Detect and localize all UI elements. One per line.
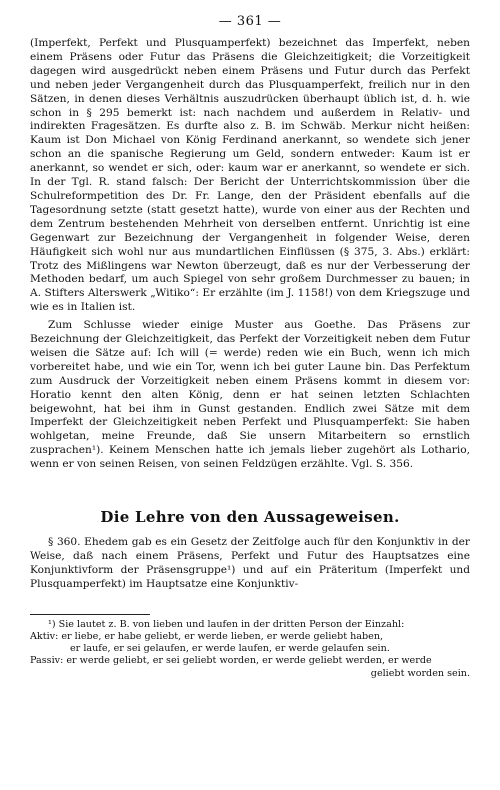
section-title: Die Lehre von den Aussageweisen. [100, 508, 400, 527]
paragraph-1: (Imperfekt, Perfekt und Plusquamperfekt) bezeichnet das Imperfekt, neben einem Präsens oder Futur das Präsens die Gleichzeitigkeit; die Vorzeitigkeit dagegen wird ausgedrückt neben einem Präsens und Futur durch das Perfekt und neben jeder Vergangenheit durch das Plusquamperfekt, freilich nur in den Sätzen, in denen dieses Verhältnis auszudrücken überhaupt üblich ist, d. h. wie schon in § 295 bemerkt ist: nach nachdem und außerdem in Relativ- und indirekten Fragesätzen. Es durfte also z. B. im Schwäb. Merkur nicht heißen: Kaum ist Don Michael von König Ferdinand anerkannt, so wendete sich jener schon an die spanische Regierung um Geld, sondern entweder: Kaum ist er anerkannt, so wendet er sich, oder: kaum war er anerkannt, so wendete er sich. In der Tgl. R. stand falsch: Der Bericht der Unterrichtskommission über die Schulreformpetition des Dr. Fr. Lange, den der Präsident ebenfalls auf die Tagesordnung setzte (statt gesetzt hatte), wurde von einer aus der Rechten und dem Zentrum bestehenden Mehrheit von derselben entfernt. Unrichtig ist eine Gegenwart zur Bezeichnung der Vergangenheit in folgender Weise, deren Häufigkeit sich wohl nur aus mundartlichen Einflüssen (§ 375, 3. Abs.) erklärt: Trotz des Mißlingens war Newton überzeugt, daß es nur der Verbesserung der Methoden bedarf, um auch Spiegel von sehr großem Durchmesser zu bauen; in A. Stifters Alterswerk „Witiko“: Er erzählte (im J. 1158!) von dem Kriegszuge und wie es in Italien ist. [30, 37, 470, 314]
footnote-line-passive-2: geliebt worden sein. [370, 667, 470, 679]
footnote-line-passive-1: Passiv: er werde geliebt, er sei geliebt worden, er werde geliebt werden, er werde [30, 655, 432, 667]
footnote-line-active-2: er laufe, er sei gelaufen, er werde laufen, er werde gelaufen sein. [70, 643, 390, 655]
footnote-line-active-1: Aktiv: er liebe, er habe geliebt, er werde lieben, er werde geliebt haben, [30, 630, 384, 642]
footnote-divider [30, 614, 150, 615]
footnote-intro: ¹) Sie lautet z. B. von lieben und laufen in der dritten Person der Einzahl: [48, 618, 405, 630]
paragraph-2: Zum Schlusse wieder einige Muster aus Goethe. Das Präsens zur Bezeichnung der Gleichzeitigkeit, das Perfekt der Vorzeitigkeit neben dem Futur weisen die Sätze auf: Ich will (= werde) reden wie ein Buch, wenn ich mich vorbereitet habe, und wie ein Tor, wenn ich bei guter Laune bin. Das Perfektum zum Ausdruck der Vorzeitigkeit neben einem Präsens kommt in diesem vor: Horatio kennt den alten König, denn er hat seinen letzten Schlachten beigewohnt, hat bei ihm in Gunst gestanden. Endlich zwei Sätze mit dem Imperfekt der Gleichzeitigkeit neben Perfekt und Plusquamperfekt: Sie haben wohlgetan, meine Freunde, daß Sie unsern Mitarbeitern so ernstlich zusprachen¹). Keinem Menschen hatte ich jemals lieber zugehört als Lothario, wenn er von seinen Reisen, von seinen Feldzügen erzählte. Vgl. S. 356. [30, 319, 470, 471]
section-paragraph: § 360. Ehedem gab es ein Gesetz der Zeitfolge auch für den Konjunktiv in der Weise, daß nach einem Präsens, Perfekt und Futur des Hauptsatzes eine Konjunktivform der Präsensgruppe¹) und auf ein Präteritum (Imperfekt und Plusquamperfekt) im Hauptsatze eine Konjunktiv- [30, 536, 470, 590]
page-number: — 361 — [218, 14, 282, 29]
